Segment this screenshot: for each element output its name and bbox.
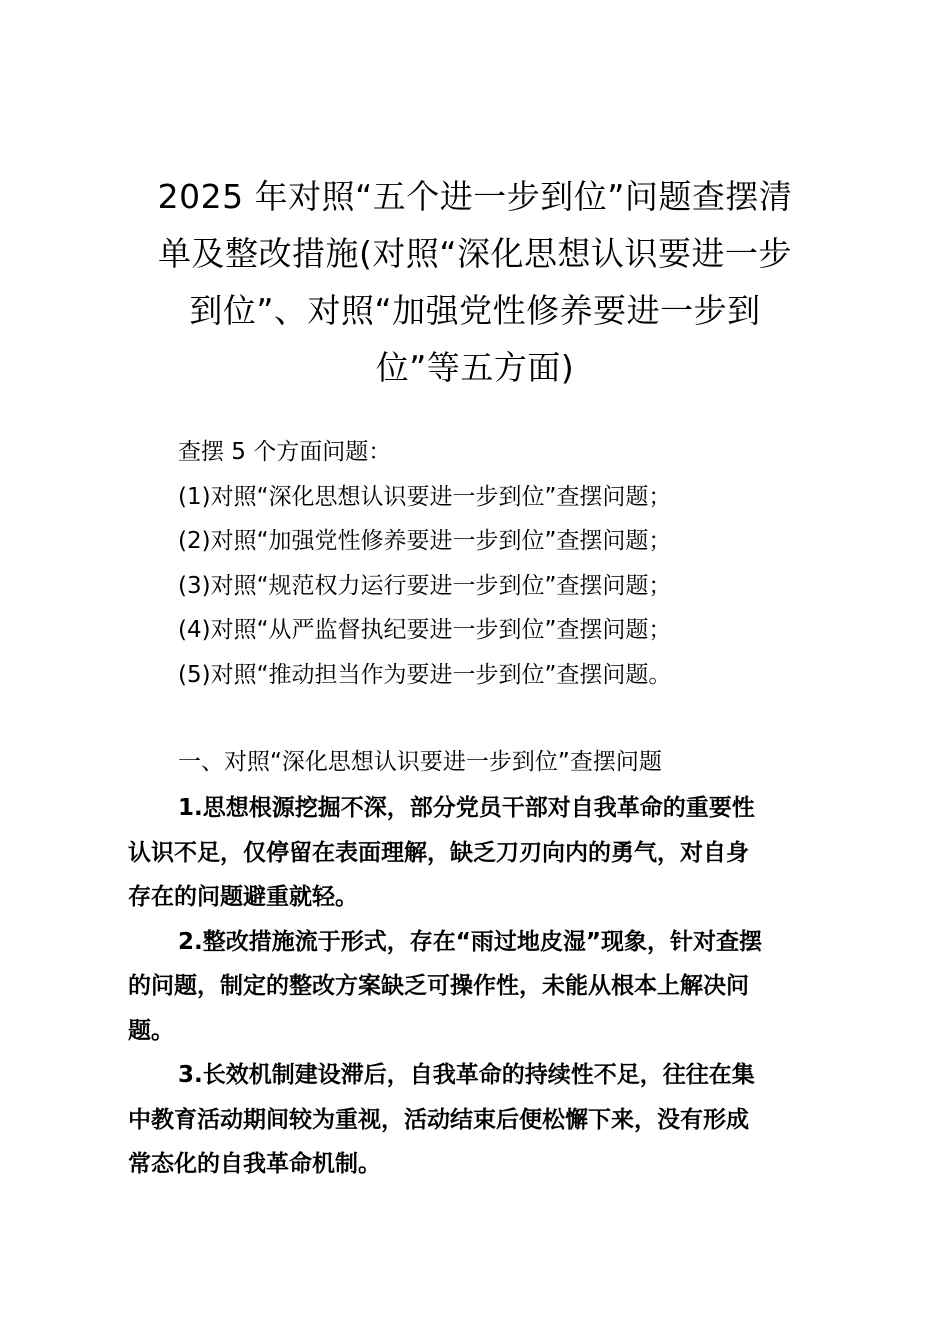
document-title xyxy=(120,168,830,396)
problem-item xyxy=(128,1053,828,1187)
problem-line: 的问题，制定的整改方案缺乏可操作性，未能从根本上解决问 xyxy=(128,973,749,999)
title-line: 位”等五方面) xyxy=(375,348,575,387)
problem-line: 中教育活动期间较为重视，活动结束后便松懈下来，没有形成 xyxy=(128,1106,749,1133)
overview-item: (4)对照“从严监督执纪要进一步到位”查摆问题； xyxy=(178,617,672,643)
problem-line: 常态化的自我革命机制。 xyxy=(128,1151,381,1177)
problem-item xyxy=(128,786,828,920)
title-line: 2025 年对照“五个进一步到位”问题查摆清 xyxy=(157,177,793,216)
problem-line: 题。 xyxy=(128,1017,174,1044)
title-line: 到位”、对照“加强党性修养要进一步到 xyxy=(189,291,761,330)
overview-item: (2)对照“加强党性修养要进一步到位”查摆问题； xyxy=(178,528,672,554)
overview-intro: 查摆 5 个方面问题： xyxy=(178,439,392,465)
problem-line: 认识不足，仅停留在表面理解，缺乏刀刃向内的勇气，对自身 xyxy=(128,839,749,866)
section-heading: 一、对照“深化思想认识要进一步到位”查摆问题 xyxy=(178,749,662,775)
problem-line: 1.思想根源挖掘不深，部分党员干部对自我革命的重要性 xyxy=(178,795,755,821)
problem-line: 3.长效机制建设滞后，自我革命的持续性不足，往往在集 xyxy=(178,1062,755,1088)
overview-list xyxy=(178,430,858,697)
problem-item xyxy=(128,920,828,1054)
title-line: 单及整改措施(对照“深化思想认识要进一步 xyxy=(158,234,792,273)
problem-line: 2.整改措施流于形式，存在“雨过地皮湿”现象，针对查摆 xyxy=(178,928,762,955)
problem-list xyxy=(128,786,828,1187)
overview-item: (3)对照“规范权力运行要进一步到位”查摆问题； xyxy=(178,572,672,599)
problem-line: 存在的问题避重就轻。 xyxy=(128,884,358,910)
overview-item: (1)对照“深化思想认识要进一步到位”查摆问题； xyxy=(178,483,672,510)
overview-item: (5)对照“推动担当作为要进一步到位”查摆问题。 xyxy=(178,661,672,688)
